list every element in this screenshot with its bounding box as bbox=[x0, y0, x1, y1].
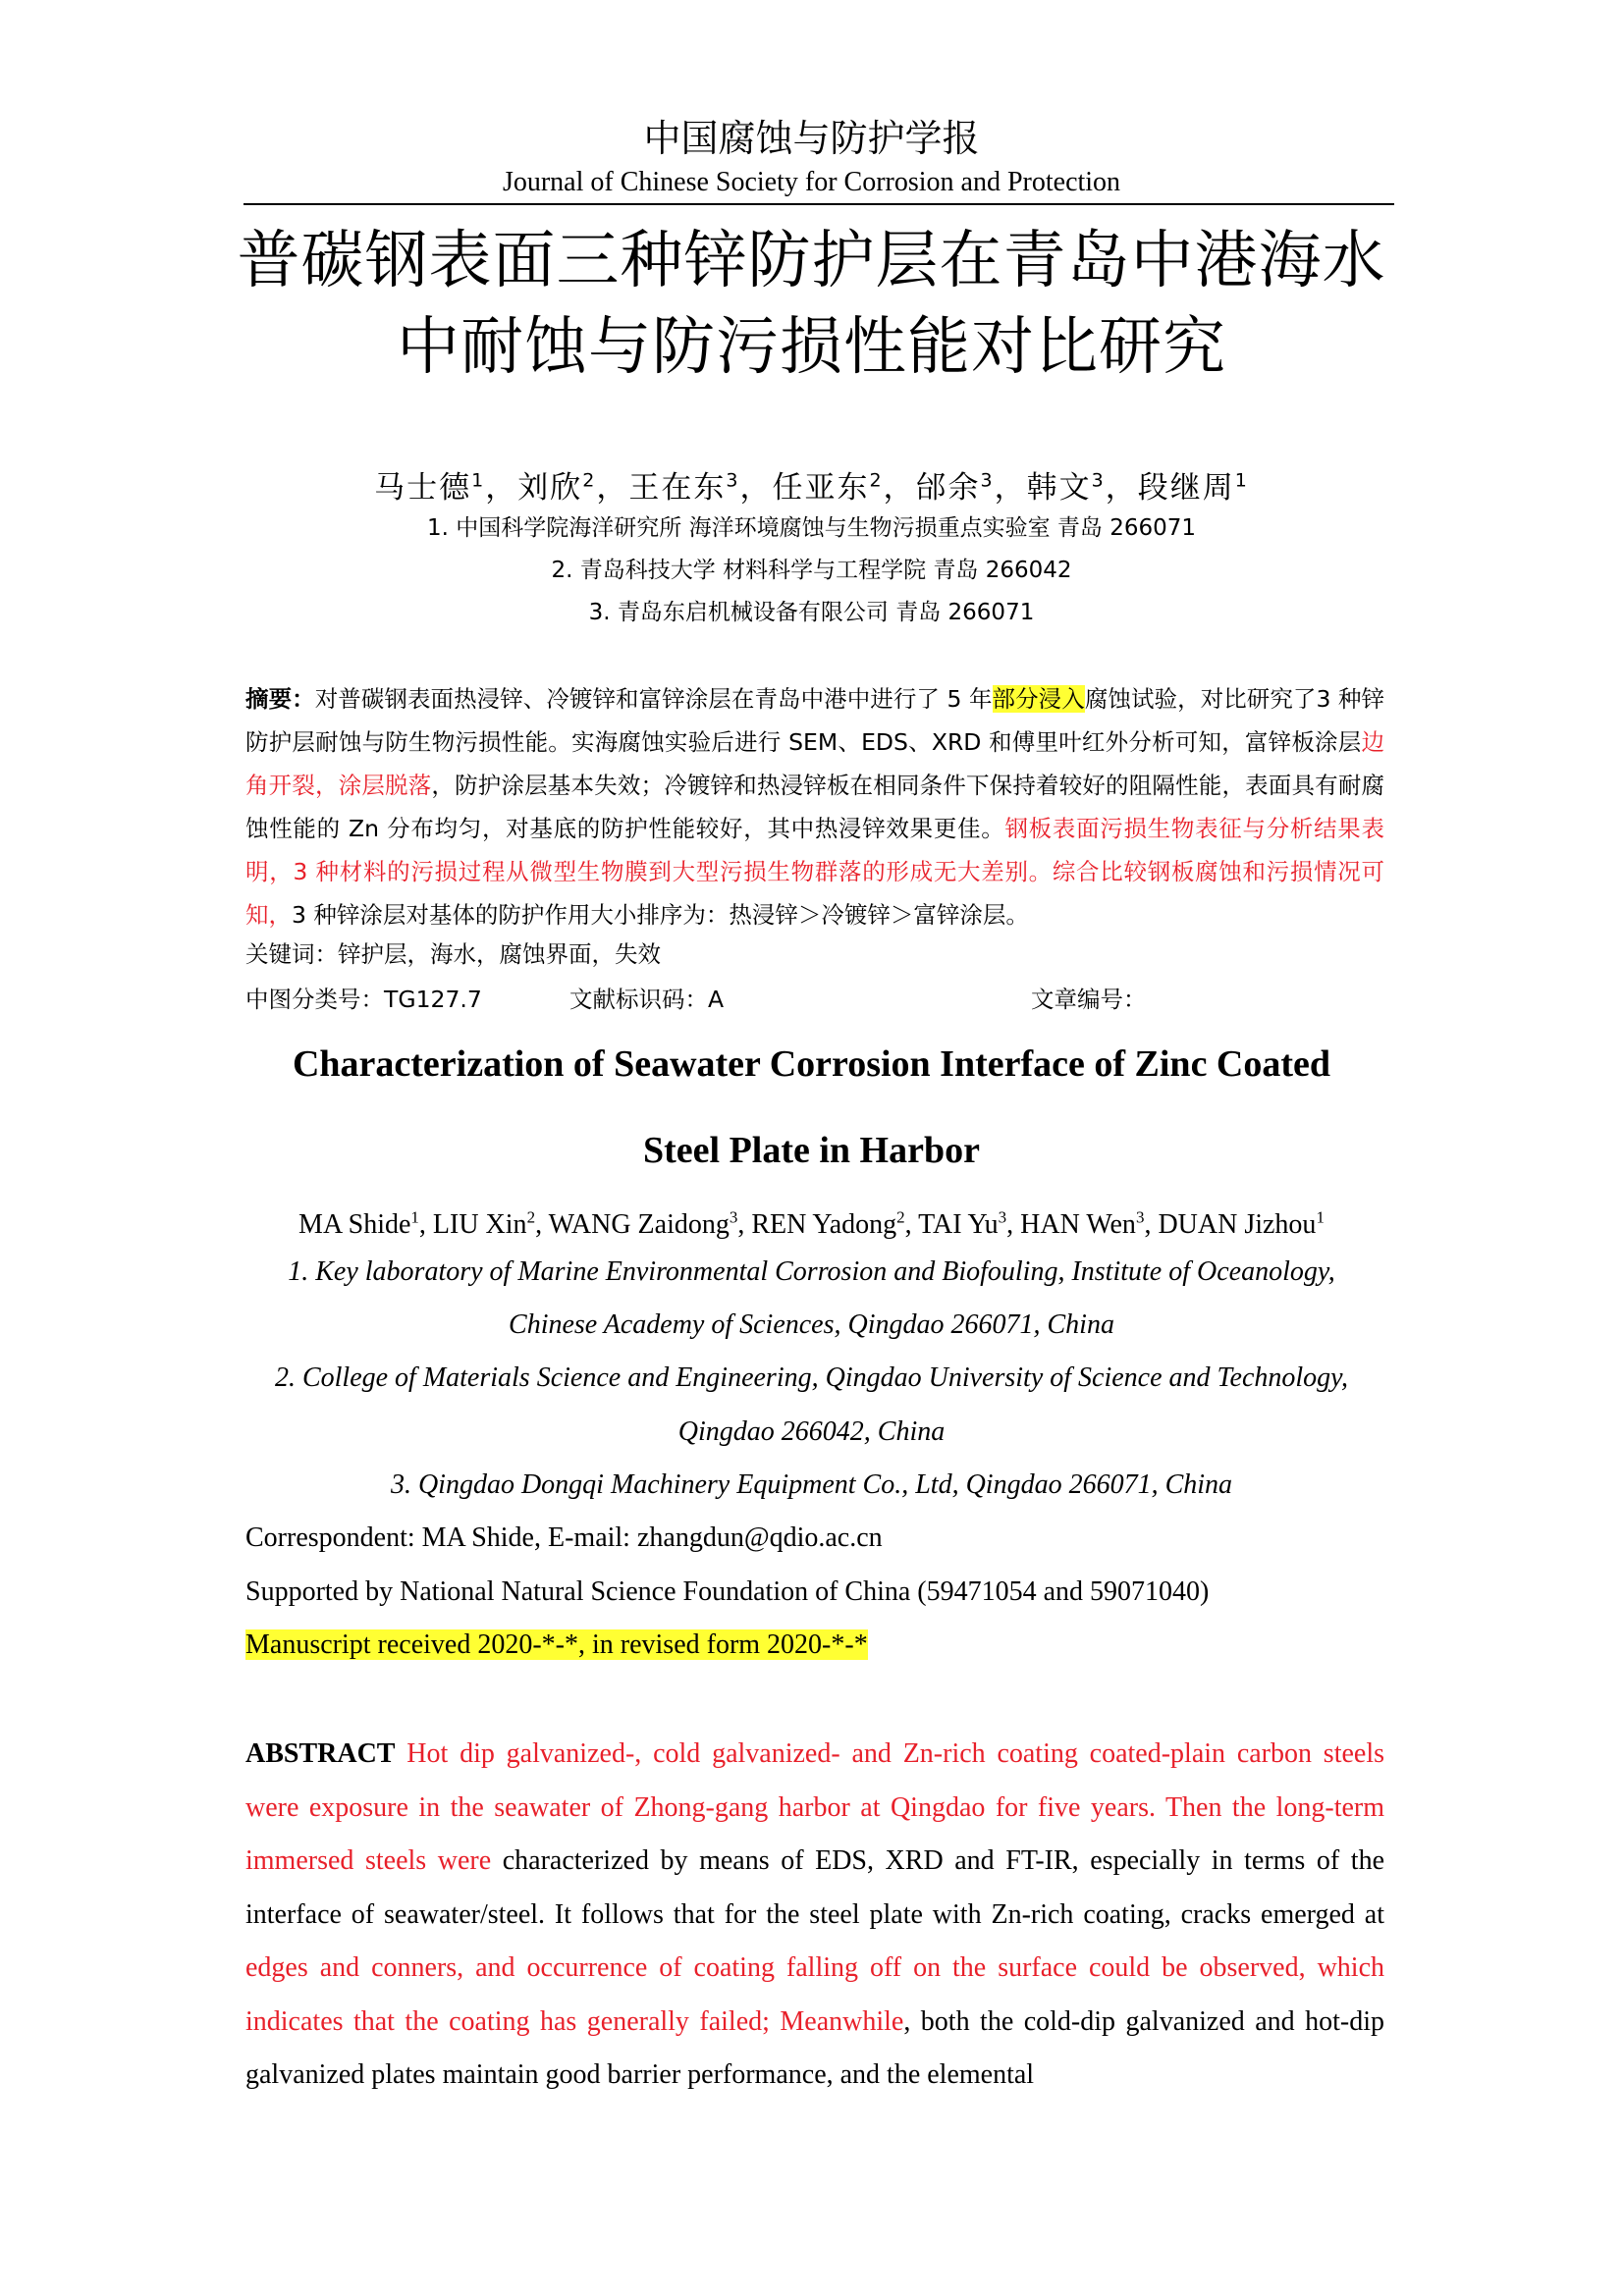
author-cn: 马士德$^1$， bbox=[374, 470, 518, 507]
affiliation-cn-1: 1. 中国科学院海洋研究所 海洋环境腐蚀与生物污损重点实验室 青岛 266071 bbox=[427, 515, 1196, 541]
author-en: REN Yadong$^2$, bbox=[751, 1208, 919, 1241]
author-en: WANG Zaidong$^3$, bbox=[548, 1208, 752, 1241]
keywords-cn: 关键词：锌护层，海水，腐蚀界面，失效 bbox=[245, 940, 661, 968]
affiliation-cn-2: 2. 青岛科技大学 材料科学与工程学院 青岛 266042 bbox=[551, 558, 1072, 583]
funding: Supported by National Natural Science Foundation of China (59471054 and 59071040) bbox=[245, 1576, 1210, 1607]
affiliation-en-1-cont: Chinese Academy of Sciences, Qingdao 266071, China bbox=[509, 1309, 1114, 1340]
author-en: HAN Wen$^3$, bbox=[1020, 1208, 1159, 1241]
highlight-mark: Manuscript received 2020-*-*, in revised form 2020-*-* bbox=[245, 1629, 868, 1660]
abstract-cn: 摘要：对普碳钢表面热浸锌、冷镀锌和富锌涂层在青岛中港中进行了 5 年部分浸入腐蚀试验，对比研究了3 种锌防护层耐蚀与防生物污损性能。实海腐蚀实验后进行 SEM、EDS、XRD 和傅里叶红外分析可知，富锌板涂层边角开裂，涂层脱落，防护涂层基本失效；冷镀锌和热浸锌板在相同条件下保持着较好的阻隔性能，表面具有耐腐蚀性能的 Zn 分布均匀，对基底的防护性能较好，其中热浸锌效果更佳。钢板表面污损生物表征与分析结果表明，3 种材料的污损过程从微型生物膜到大型污损生物群落的形成无大差别。综合比较钢板腐蚀和污损情况可知，3 种锌涂层对基体的防护作用大小排序为：热浸锌＞冷镀锌＞富锌涂层。 bbox=[245, 685, 1385, 929]
author-cn: 段继周$^1$ bbox=[1137, 470, 1249, 507]
red-revision-text: Hot dip galvanized-, cold galvanized- and Zn-rich coating coated-plain carbon steels were exposure in the seawater of Zhong-gang harbor at Qingdao for five years. Then the long-term immersed steels were bbox=[245, 1738, 1385, 1876]
author-cn: 任亚东$^2$， bbox=[772, 470, 916, 507]
abstract-en: ABSTRACT Hot dip galvanized-, cold galvanized- and Zn-rich coating coated-plain carbon steels were exposure in the seawater of Zhong-gang harbor at Qingdao for five years. Then the long-term immersed steels were characterized by means of EDS, XRD and FT-IR, especially in terms of the interface of seawater/steel. It follows that for the steel plate with Zn-rich coating, cracks emerged at edges and conners, and occurrence of coating falling off on the surface could be observed, which indicates that the coating has generally failed; Meanwhile, both the cold-dip galvanized and hot-dip galvanized plates maintain good barrier performance, and the elemental bbox=[245, 1738, 1385, 2090]
abstract-cn-label: 摘要： bbox=[245, 685, 315, 713]
author-en: TAI Yu$^3$, bbox=[918, 1208, 1021, 1241]
author-cn: 王在东$^3$， bbox=[628, 470, 773, 507]
article-number: 文章编号： bbox=[1031, 986, 1147, 1013]
author-en: DUAN Jizhou$^1$ bbox=[1158, 1208, 1325, 1241]
paper-title-en-line-2: Steel Plate in Harbor bbox=[643, 1130, 980, 1171]
correspondent: Correspondent: MA Shide, E-mail: zhangdun@qdio.ac.cn bbox=[245, 1522, 883, 1553]
author-en: LIU Xin$^2$, bbox=[432, 1208, 549, 1241]
affiliation-en-2-cont: Qingdao 266042, China bbox=[677, 1416, 946, 1447]
red-revision-text: 钢板表面污损生物表征与分析结果表明，3 种材料的污损过程从微型生物膜到大型污损生物群落的形成无大差别。综合比较钢板腐蚀和污损情况可知， bbox=[245, 815, 1385, 929]
paper-title-en-line-1: Characterization of Seawater Corrosion Interface of Zinc Coated bbox=[292, 1043, 1331, 1085]
author-list-en bbox=[0, 1200, 1623, 1244]
author-en: MA Shide$^1$, bbox=[298, 1208, 433, 1241]
affiliation-en-2: 2. College of Materials Science and Engineering, Qingdao University of Science and Technology, bbox=[274, 1362, 1349, 1393]
red-revision-text: edges and conners, and occurrence of coating falling off on the surface could be observed, which indicates that the coating has generally failed; Meanwhile bbox=[245, 1952, 1384, 2037]
red-revision-text: 边角开裂，涂层脱落 bbox=[245, 728, 1384, 799]
author-cn: 刘欣$^2$， bbox=[517, 470, 629, 507]
affiliation-en-1: 1. Key laboratory of Marine Environmental Corrosion and Biofouling, Institute of Oceanology, bbox=[288, 1256, 1335, 1287]
author-cn: 韩文$^3$， bbox=[1026, 470, 1138, 507]
title-cn-line-1: 普碳钢表面三种锌防护层在青岛中港海水 bbox=[237, 225, 1386, 297]
author-cn: 邰余$^3$， bbox=[915, 470, 1027, 507]
clc-number: 中图分类号：TG127.7 bbox=[245, 986, 482, 1013]
manuscript-dates bbox=[245, 1627, 868, 1664]
abstract-en-label: ABSTRACT bbox=[245, 1738, 396, 1769]
author-list-cn bbox=[0, 461, 1623, 507]
highlight-mark: 部分浸入 bbox=[992, 685, 1085, 713]
header-rule bbox=[243, 203, 1394, 205]
journal-name-cn: 中国腐蚀与防护学报 bbox=[643, 117, 980, 160]
paper-title-cn bbox=[196, 218, 1427, 391]
affiliation-cn-3: 3. 青岛东启机械设备有限公司 青岛 266071 bbox=[588, 600, 1035, 625]
affiliation-en-3: 3. Qingdao Dongqi Machinery Equipment Co., Ltd, Qingdao 266071, China bbox=[390, 1469, 1233, 1500]
document-code: 文献标识码：A bbox=[569, 986, 725, 1013]
journal-name-en: Journal of Chinese Society for Corrosion and Protection bbox=[502, 167, 1121, 197]
title-cn-line-2: 中耐蚀与防污损性能对比研究 bbox=[397, 311, 1226, 384]
